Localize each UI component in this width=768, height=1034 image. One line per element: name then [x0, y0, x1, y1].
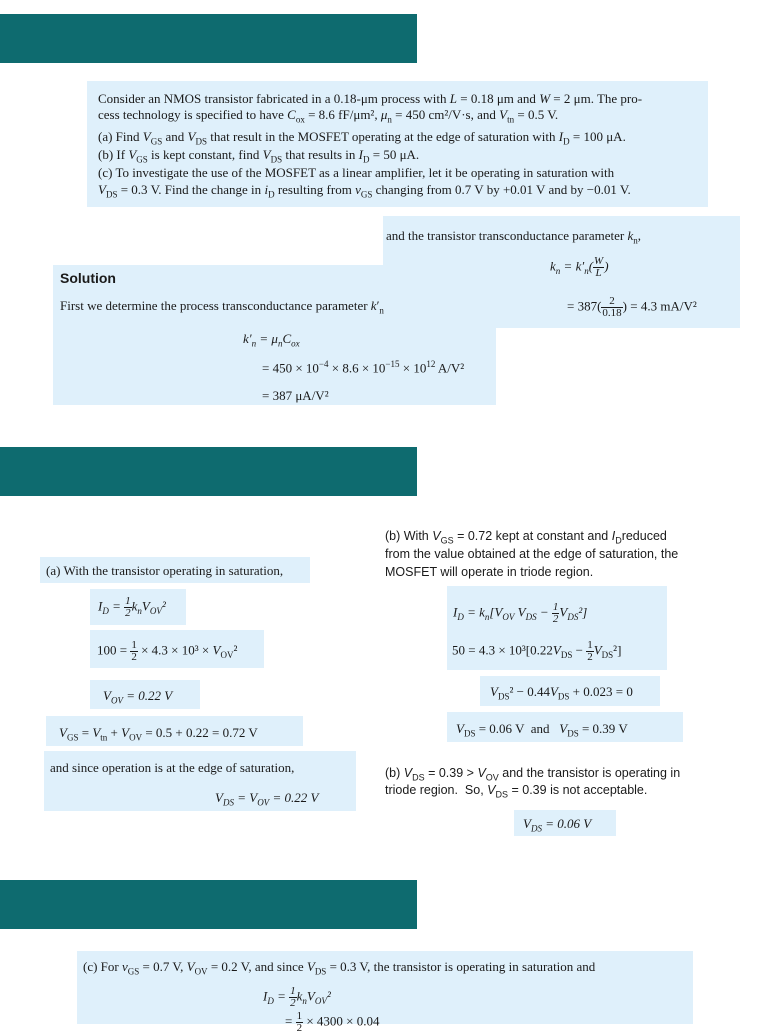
- problem-line-3: (a) Find $V_{GS}$ and $V_{DS}$ that result in the MOSFET operating at the edge of saturation with $I_D = 100$ μA.: [98, 129, 626, 147]
- part-a-eq-2: 100 = $\frac{1}{2}$ × $4.3 \times 10^3 \times V_{OV}^2$: [97, 639, 238, 663]
- kn-eq-2: = $450 \times 10^{-4} \times 8.6 \times 10^{-15} \times 10^{12}$ A/V²: [262, 359, 465, 376]
- kn-intro-text: First we determine the process transconductance parameter $k'_n$: [60, 298, 384, 316]
- problem-line-4: (b) If $V_{GS}$ is kept constant, find $V_{DS}$ that results in $I_D = 50$ μA.: [98, 147, 420, 165]
- part-a-eq-1: $I_D$ = $\frac{1}{2}$ $k_nV_{OV}^2$: [98, 595, 166, 619]
- solution-heading: Solution: [60, 270, 116, 286]
- part-b-eq-1: $I_D = k_n[V_{OV}$ $V_{DS}$ − $\frac{1}{2}$ $V_{DS}^2$]: [453, 601, 588, 625]
- kn-eq-3: = 387 μA/V²: [262, 388, 329, 403]
- part-a-edge-text: and since operation is at the edge of saturation,: [50, 760, 295, 775]
- part-b-note-2: triode region. So, $V_{DS} = 0.39$ is not acceptable.: [385, 783, 648, 800]
- part-b-note-1: (b) $V_{DS} = 0.39 > V_{OV}$ and the transistor is operating in: [385, 766, 681, 783]
- problem-line-1: Consider an NMOS transistor fabricated in a 0.18-μm process with L = 0.18 μm and W = 2 μm. The pro-: [98, 91, 643, 106]
- part-a-eq-3: $V_{OV} = 0.22$ V: [103, 688, 173, 706]
- part-b-eq-3: $V_{DS}^2 - 0.44V_{DS} + 0.023 = 0$: [490, 684, 633, 702]
- part-b-intro-1: (b) With $V_{GS} = 0.72$ kept at constant and $I_Dreduced$: [385, 529, 667, 546]
- part-b-eq-2: $50 = 4.3 \times 10^3[0.22V_{DS}$ − $\frac{1}{2}$ $V_{DS}^2$]: [452, 639, 622, 663]
- part-b-result: $V_{DS} = 0.06$ V: [523, 816, 592, 834]
- problem-line-2: cess technology is specified to have $C_{ox} = 8.6$ fF/μm², $\mu_n = 450$ cm²/V·s, and $V_{tn} = 0.5$ V.: [98, 107, 559, 125]
- part-c-eq-2: = $\frac{1}{2}$ × 4300 × 0.04: [285, 1010, 380, 1034]
- param-intro-text: and the transistor transconductance parameter $k_n$,: [386, 228, 642, 246]
- part-c-intro: (c) For $v_{GS} = 0.7$ V, $V_{OV} = 0.2$ V, and since $V_{DS} = 0.3$ V, the transistor is operating in saturation and: [83, 959, 596, 977]
- part-a-eq-4: $V_{GS} = V_{tn} + V_{OV} = 0.5 + 0.22 = 0.72$ V: [59, 725, 258, 743]
- kn-eq-1: $k'_n = \mu_nC_{ox}$: [243, 331, 300, 349]
- part-c-eq-1: $I_D$ = $\frac{1}{2}$ $k_nV_{OV}^2$: [263, 985, 331, 1009]
- part-b-eq-4: $V_{DS} = 0.06$ V and $V_{DS} = 0.39$ V: [456, 721, 628, 739]
- problem-line-5: (c) To investigate the use of the MOSFET as a linear amplifier, let it be operating in saturation with: [98, 165, 615, 180]
- part-a-eq-5: $V_{DS} = V_{OV} = 0.22$ V: [215, 790, 319, 808]
- section-header-bar-2: [0, 447, 417, 496]
- section-header-bar-1: [0, 14, 417, 63]
- section-header-bar-3: [0, 880, 417, 929]
- param-eq-2: = 387( $\frac{2}{0.18}$ ) = 4.3 mA/V²: [567, 295, 697, 319]
- part-b-intro-2: from the value obtained at the edge of saturation, the: [385, 547, 679, 561]
- param-eq-1: $k_n = k'_n$( $\frac{W}{L}$ ): [550, 255, 609, 279]
- part-a-intro: (a) With the transistor operating in saturation,: [46, 563, 284, 578]
- part-b-intro-3: MOSFET will operate in triode region.: [385, 565, 594, 579]
- problem-line-6: $V_{DS} = 0.3$ V. Find the change in $i_D$ resulting from $v_{GS}$ changing from 0.7 V by +0.01 V and by −0.01 V.: [98, 182, 631, 200]
